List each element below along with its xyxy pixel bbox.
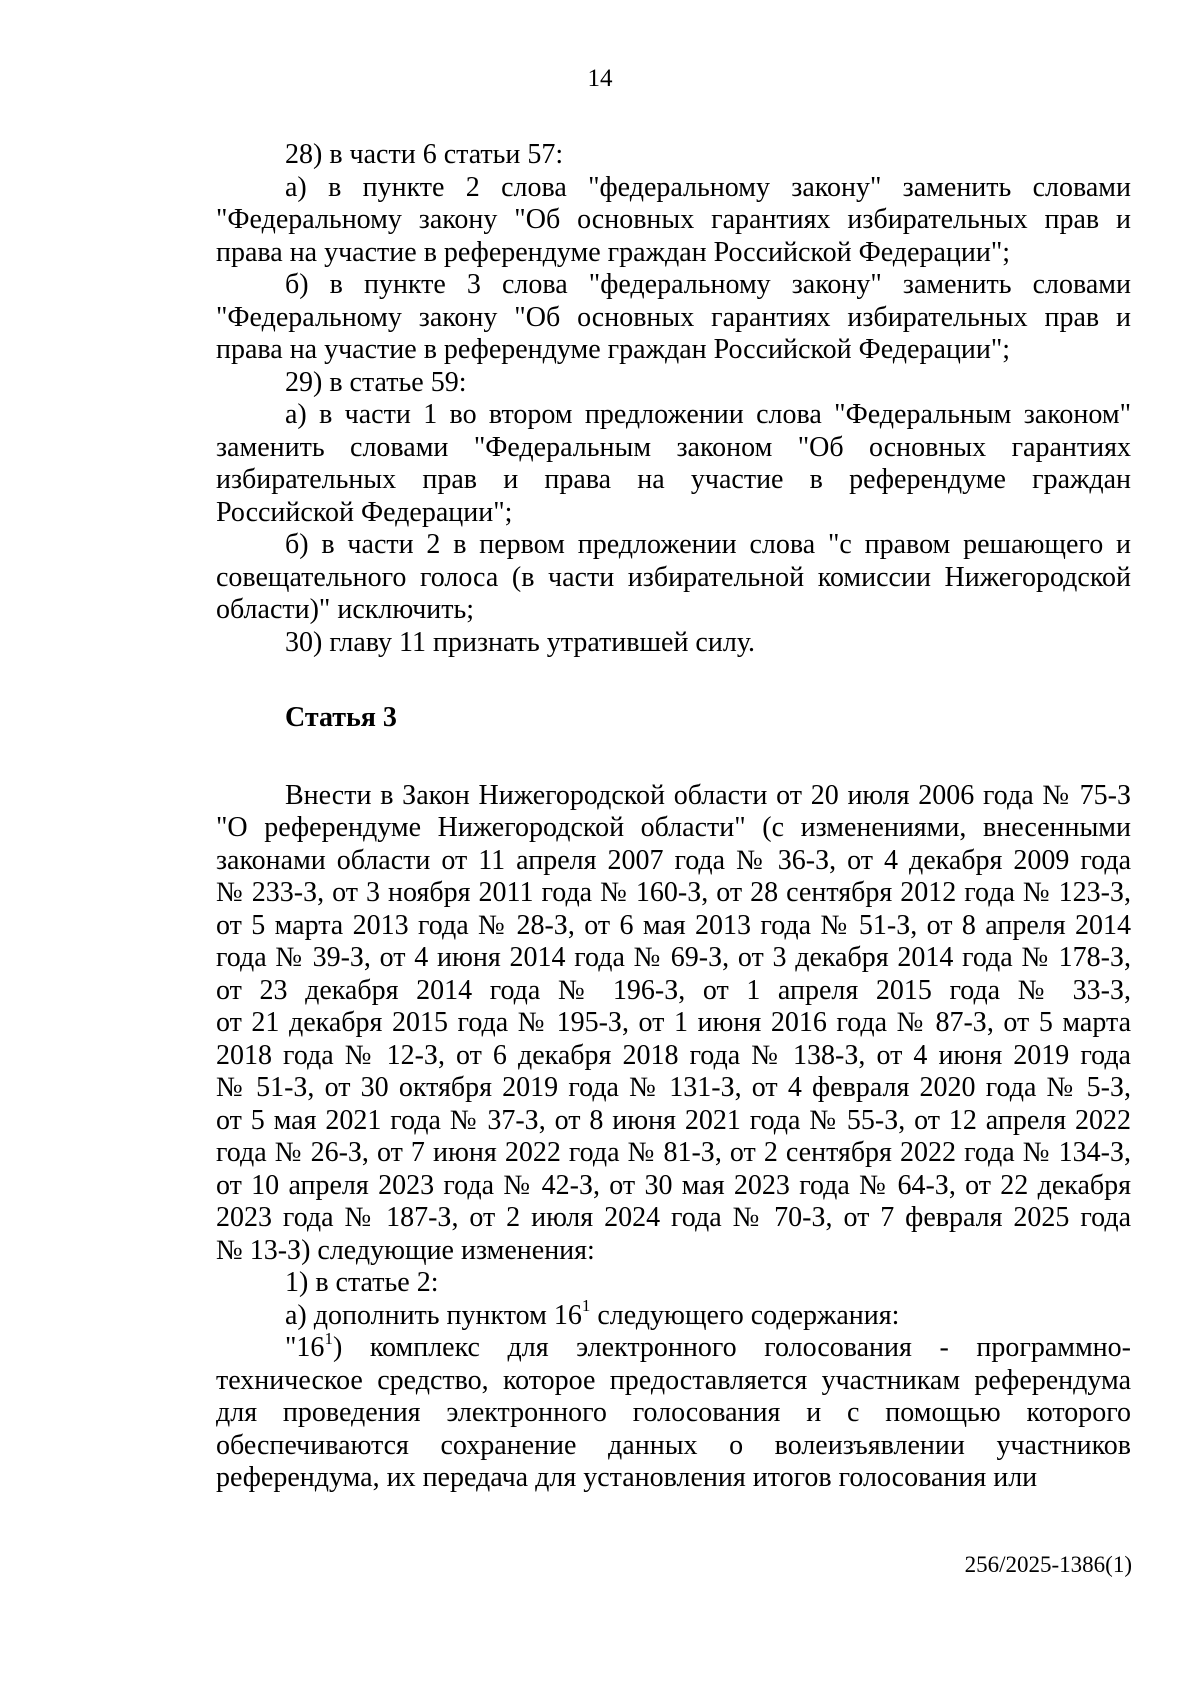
text-line: Внести в Закон Нижегородской области от 20 июля 2006 года № 75-З	[285, 779, 1131, 811]
text-line: от 5 марта 2013 года № 28-З, от 6 мая 2013 года № 51-З, от 8 апреля 2014	[216, 909, 1131, 941]
text-line: № 13-З) следующие изменения:	[216, 1234, 595, 1266]
superscript: 1	[324, 1328, 333, 1348]
text-line: № 51-З, от 30 октября 2019 года № 131-З, от 4 февраля 2020 года № 5-З,	[216, 1072, 1131, 1103]
text-line: совещательного голоса (в части избирательной комиссии Нижегородской	[216, 561, 1131, 593]
text-line: обеспечиваются сохранение данных о волеизъявлении участников	[216, 1429, 1131, 1461]
paragraph-sup-a: а) дополнить пунктом $16^1$ следующего содержания:	[285, 1296, 900, 1331]
definition-text	[216, 1365, 1131, 1495]
document-code: 256/2025-1386(1)	[964, 1552, 1132, 1577]
paragraph	[216, 172, 1131, 270]
paragraph	[216, 269, 1131, 367]
document-body	[216, 139, 1131, 1495]
paragraph	[216, 139, 1131, 172]
text-line: заменить словами "Федеральным законом "Об основных гарантиях	[216, 431, 1131, 463]
paragraph	[216, 367, 1131, 400]
text-line: 1) в статье 2:	[285, 1267, 439, 1298]
text-line: 2018 года № 12-З, от 6 декабря 2018 года № 138-З, от 4 июня 2019 года	[216, 1039, 1131, 1071]
article-3-text	[216, 780, 1131, 1300]
text-line: 2023 года № 187-З, от 2 июля 2024 года № 70-З, от 7 февраля 2025 года	[216, 1202, 1131, 1233]
text-line: года № 26-З, от 7 июня 2022 года № 81-З, от 2 сентября 2022 года № 134-З,	[216, 1137, 1131, 1168]
superscript: 1	[581, 1296, 591, 1316]
paragraph	[216, 1267, 1131, 1300]
text-line: референдума, их передача для установления итогов голосования или	[216, 1462, 1038, 1493]
text-line: 28) в части 6 статьи 57:	[285, 139, 564, 170]
paragraph	[216, 529, 1131, 627]
text-line: б) в части 2 в первом предложении слова "с правом решающего и	[285, 529, 1131, 560]
paragraph	[216, 627, 1131, 660]
text-line: № 233-З, от 3 ноября 2011 года № 160-З, от 28 сентября 2012 года № 123-З,	[216, 877, 1131, 908]
page-number: 14	[587, 65, 613, 92]
text-line: "О референдуме Нижегородской области" (с изменениями, внесенными	[216, 812, 1131, 843]
text-line: а) в части 1 во втором предложении слова "Федеральным законом"	[285, 399, 1131, 430]
text-line: законами области от 11 апреля 2007 года № 36-З, от 4 декабря 2009 года	[216, 844, 1131, 876]
text-line: области)" исключить;	[216, 594, 475, 625]
paragraph	[216, 780, 1131, 1268]
text-line: избирательных прав и права на участие в референдуме граждан	[216, 464, 1131, 495]
text-line: Российской Федерации";	[216, 496, 513, 528]
text-line: от 21 декабря 2015 года № 195-З, от 1 июня 2016 года № 87-З, от 5 марта	[216, 1007, 1131, 1038]
text-line: а) в пункте 2 слова "федеральному закону" заменить словами	[285, 171, 1131, 203]
text-line: для проведения электронного голосования и с помощью которого	[216, 1397, 1131, 1428]
text-line: от 10 апреля 2023 года № 42-З, от 30 мая 2023 года № 64-З, от 22 декабря	[216, 1169, 1131, 1201]
text-line: права на участие в референдуме граждан Российской Федерации";	[216, 334, 1011, 365]
paragraph-sup-b: "$16^1$) комплекс для электронного голосования - программно-	[285, 1328, 1131, 1363]
text-line: техническое средство, которое предоставляется участникам референдума	[216, 1364, 1131, 1396]
text-line: 29) в статье 59:	[285, 366, 467, 398]
text-line: "Федеральному закону "Об основных гарантиях избирательных прав и	[216, 301, 1131, 333]
amendments-list	[216, 139, 1131, 659]
text-line: права на участие в референдуме граждан Российской Федерации";	[216, 236, 1011, 268]
text-line: 30) главу 11 признать утратившей силу.	[285, 626, 756, 658]
paragraph	[216, 1365, 1131, 1495]
paragraph	[216, 399, 1131, 529]
text-line: от 23 декабря 2014 года № 196-З, от 1 апреля 2015 года № 33-З,	[216, 974, 1131, 1006]
text-line: от 5 мая 2021 года № 37-З, от 8 июня 2021 года № 55-З, от 12 апреля 2022	[216, 1104, 1131, 1136]
article-heading: Статья 3	[285, 702, 397, 733]
text-line: "Федеральному закону "Об основных гарантиях избирательных прав и	[216, 204, 1131, 235]
text-line: б) в пункте 3 слова "федеральному закону" заменить словами	[285, 269, 1131, 300]
text-line: года № 39-З, от 4 июня 2014 года № 69-З, от 3 декабря 2014 года № 178-З,	[216, 942, 1131, 973]
